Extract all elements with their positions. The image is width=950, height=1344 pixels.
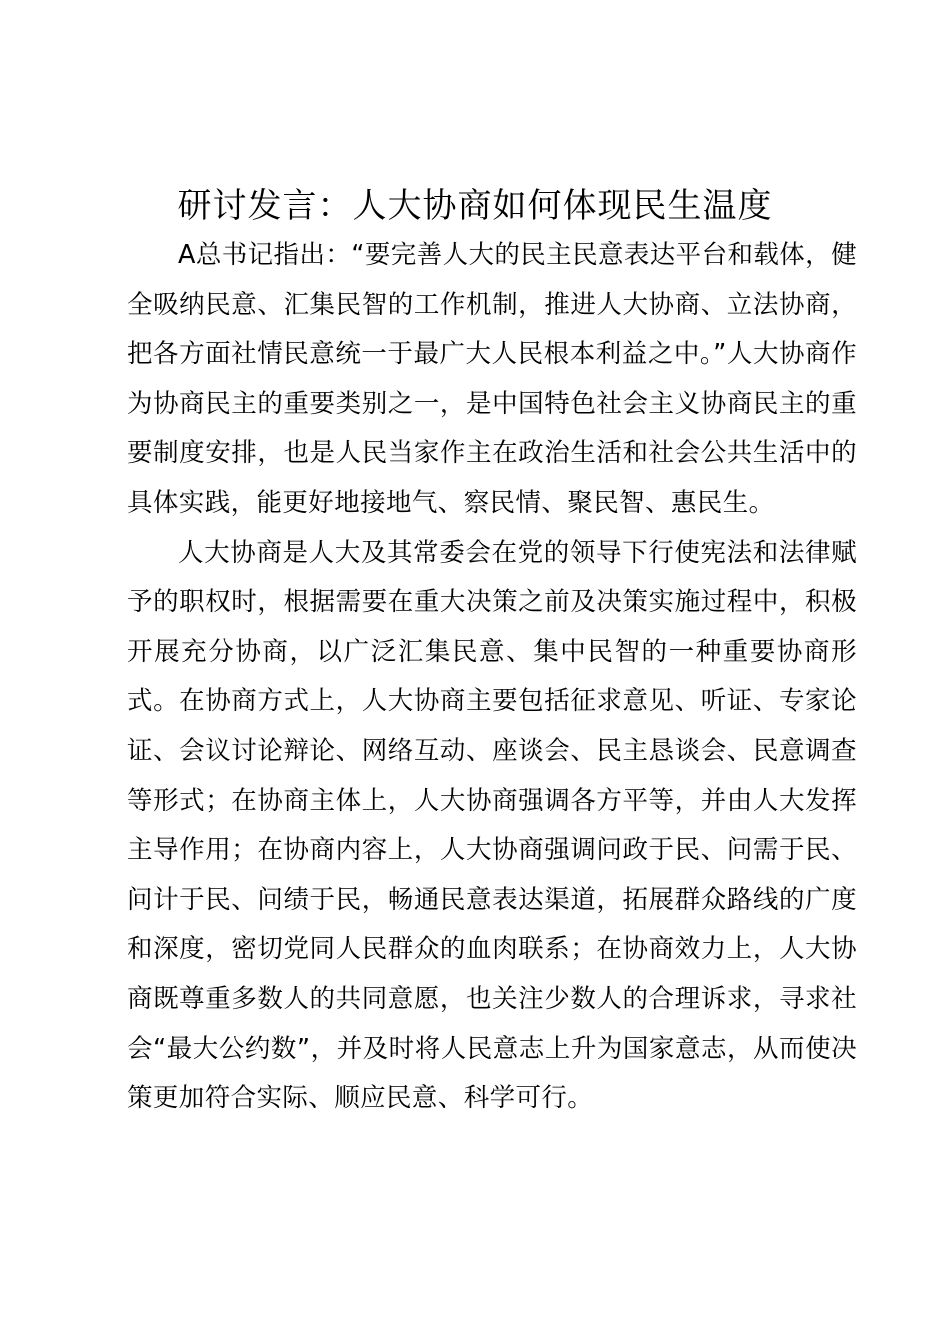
document-body (127, 231, 857, 1124)
paragraph-1: A总书记指出：“要完善人大的民主民意表达平台和载体，健全吸纳民意、汇集民智的工作机制，推进人大协商、立法协商，把各方面社情民意统一于最广大人民根本利益之中。”人大协商作为协商民主的重要类别之一，是中国特色社会主义协商民主的重要制度安排，也是人民当家作主在政治生活和社会公共生活中的具体实践，能更好地接地气、察民情、聚民智、惠民生。 (127, 240, 857, 518)
document-title: 研讨发言：人大协商如何体现民生温度 (177, 186, 773, 226)
paragraph-2: 人大协商是人大及其常委会在党的领导下行使宪法和法律赋予的职权时，根据需要在重大决策之前及决策实施过程中，积极开展充分协商，以广泛汇集民意、集中民智的一种重要协商形式。在协商方式上，人大协商主要包括征求意见、听证、专家论证、会议讨论辩论、网络互动、座谈会、民主恳谈会、民意调查等形式；在协商主体上，人大协商强调各方平等，并由人大发挥主导作用；在协商内容上，人大协商强调问政于民、问需于民、问计于民、问绩于民，畅通民意表达渠道，拓展群众路线的广度和深度，密切党同人民群众的血肉联系；在协商效力上，人大协商既尊重多数人的共同意愿，也关注少数人的合理诉求，寻求社会“最大公约数”，并及时将人民意志上升为国家意志，从而使决策更加符合实际、顺应民意、科学可行。 (127, 537, 857, 1114)
